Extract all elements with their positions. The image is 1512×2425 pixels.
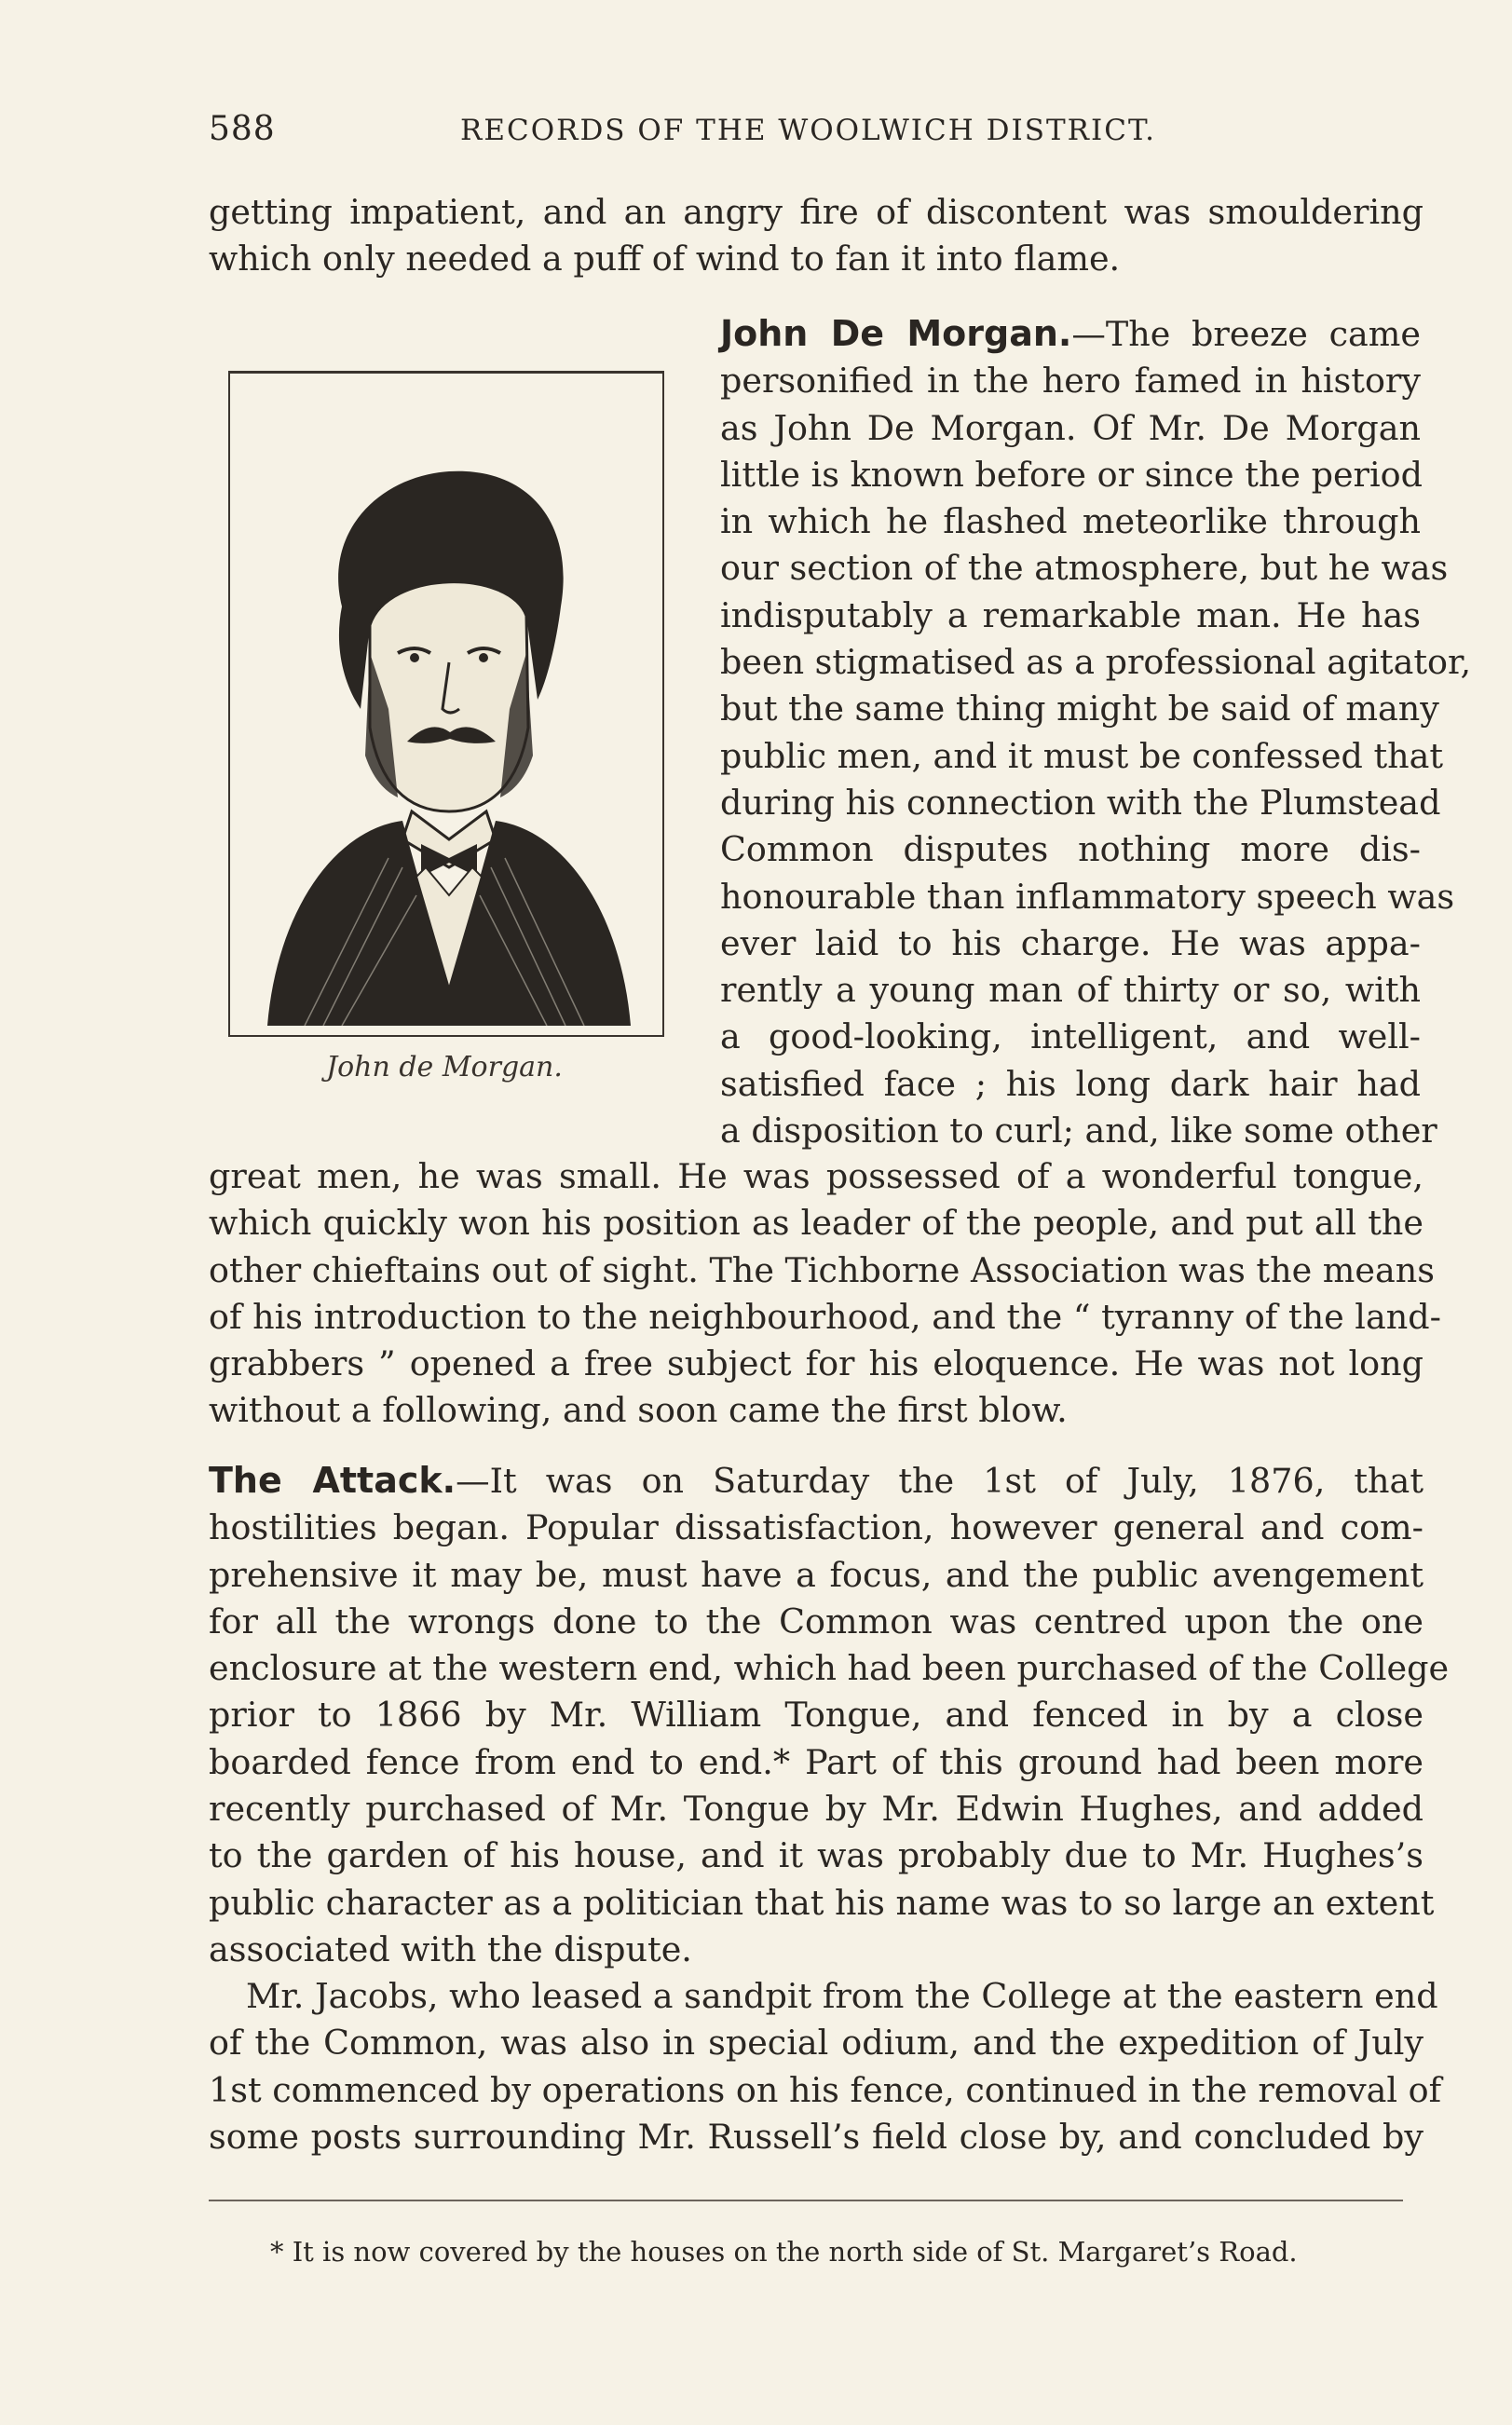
figure-caption: John de Morgan. xyxy=(326,1051,563,1083)
text-run: —The breeze came xyxy=(1071,314,1422,354)
text-line: to the garden of his house, and it was probably due to Mr. Hughes’s xyxy=(209,1835,1423,1876)
text-line: hostilities began. Popular dissatisfaction, however general and com- xyxy=(209,1507,1423,1548)
text-line: which quickly won his position as leader of the people, and put all the xyxy=(209,1203,1423,1244)
text-line: other chieftains out of sight. The Tichborne Association was the means xyxy=(209,1249,1436,1290)
text-line: as John De Morgan. Of Mr. De Morgan xyxy=(720,407,1421,448)
text-line: of the Common, was also in special odium, and the expedition of July xyxy=(209,2023,1423,2064)
portrait-figure xyxy=(228,371,664,1037)
text-line: 1st commenced by operations on his fence, continued in the removal of xyxy=(209,2069,1442,2110)
footnote: * It is now covered by the houses on the north side of St. Margaret’s Road. xyxy=(270,2236,1298,2268)
text-line: public men, and it must be confessed that xyxy=(720,735,1444,776)
text-line: been stigmatised as a professional agitator, xyxy=(720,642,1472,683)
section-heading: The Attack. xyxy=(209,1460,456,1501)
text-line: a disposition to curl; and, like some other xyxy=(720,1110,1437,1151)
john-de-morgan-section xyxy=(720,310,1472,1154)
text-line: without a following, and soon came the first blow. xyxy=(209,1390,1068,1431)
text-line: associated with the dispute. xyxy=(209,1928,692,1969)
heading-line xyxy=(720,310,1421,358)
jacobs-paragraph xyxy=(209,1973,1442,2160)
page-number: 588 xyxy=(209,110,276,148)
portrait-engraving xyxy=(230,374,662,1035)
text-line: which only needed a puff of wind to fan it into flame. xyxy=(209,238,1121,279)
text-line: for all the wrongs done to the Common was centred upon the one xyxy=(209,1601,1423,1642)
text-line: grabbers ” opened a free subject for his eloquence. He was not long xyxy=(209,1343,1423,1384)
text-run: —It was on Saturday the 1st of July, 1876, that xyxy=(456,1461,1423,1501)
text-line: little is known before or since the period xyxy=(720,454,1423,495)
john-de-morgan-continuation xyxy=(209,1153,1441,1435)
text-line: but the same thing might be said of many xyxy=(720,688,1439,729)
text-line: public character as a politician that his name was to so large an extent xyxy=(209,1882,1435,1923)
text-line: ever laid to his charge. He was appa- xyxy=(720,922,1421,963)
text-line: getting impatient, and an angry fire of discontent was smouldering xyxy=(209,192,1423,232)
text-line: personified in the hero famed in history xyxy=(720,361,1421,402)
the-attack-section xyxy=(209,1457,1450,1973)
heading-line xyxy=(209,1457,1423,1505)
text-line: during his connection with the Plumstead xyxy=(720,782,1441,823)
text-line: some posts surrounding Mr. Russell’s field close by, and concluded by xyxy=(209,2116,1423,2157)
text-line: Common disputes nothing more dis- xyxy=(720,829,1421,870)
text-line: prior to 1866 by Mr. William Tongue, and fenced in by a close xyxy=(209,1695,1423,1736)
text-line: recently purchased of Mr. Tongue by Mr. Edwin Hughes, and added xyxy=(209,1789,1423,1830)
page-header xyxy=(209,110,1423,166)
text-line: boarded fence from end to end.* Part of this ground had been more xyxy=(209,1741,1423,1782)
text-line: indisputably a remarkable man. He has xyxy=(720,594,1421,635)
text-line: satisfied face ; his long dark hair had xyxy=(720,1063,1421,1104)
opening-paragraph xyxy=(209,189,1423,283)
text-line: enclosure at the western end, which had been purchased of the College xyxy=(209,1648,1450,1689)
text-line: Mr. Jacobs, who leased a sandpit from the College at the eastern end xyxy=(246,1976,1438,2016)
text-line: prehensive it may be, must have a focus, and the public avengement xyxy=(209,1554,1423,1595)
text-line: great men, he was small. He was possessed of a wonderful tongue, xyxy=(209,1156,1423,1196)
text-line: a good-looking, intelligent, and well- xyxy=(720,1016,1421,1057)
text-line: our section of the atmosphere, but he was xyxy=(720,548,1449,589)
section-heading: John De Morgan. xyxy=(720,313,1072,354)
running-title: RECORDS OF THE WOOLWICH DISTRICT. xyxy=(460,114,1156,147)
text-line: in which he flashed meteorlike through xyxy=(720,501,1421,542)
text-line: honourable than inflammatory speech was xyxy=(720,876,1455,917)
text-line: rently a young man of thirty or so, with xyxy=(720,970,1421,1011)
footnote-divider xyxy=(209,2200,1403,2201)
text-line: of his introduction to the neighbourhood, and the “ tyranny of the land- xyxy=(209,1296,1441,1337)
